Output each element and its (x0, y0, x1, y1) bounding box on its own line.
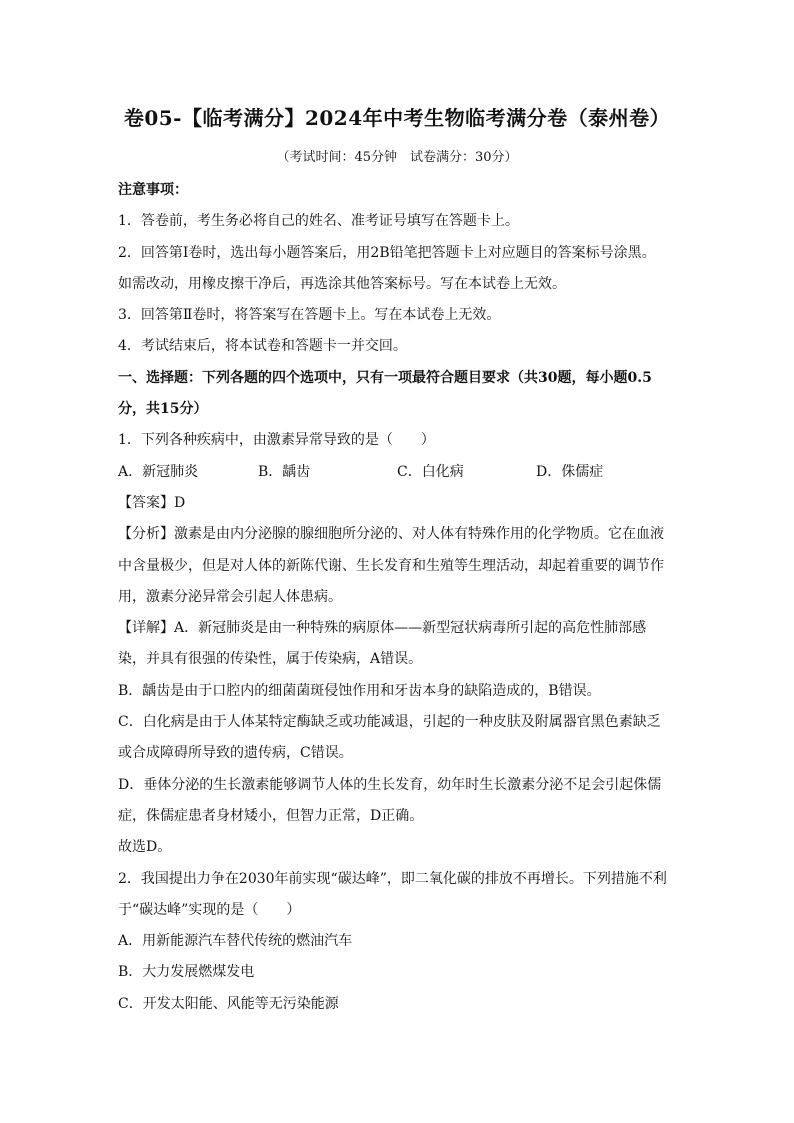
question-1-options (118, 457, 678, 488)
option-a: A．用新能源汽车替代传统的燃油汽车 (118, 933, 353, 950)
question-1-stem: 1．下列各种疾病中，由激素异常导致的是（ ） (118, 432, 435, 449)
detail-line: B．龋齿是由于口腔内的细菌菌斑侵蚀作用和牙齿本身的缺陷造成的，B错误。 (118, 682, 601, 699)
analysis-line: 【分析】激素是由内分泌腺的腺细胞所分泌的、对人体有特殊作用的化学物质。它在血液 (118, 526, 664, 543)
notes-heading: 注意事项： (118, 182, 188, 198)
option-b: B．大力发展燃煤发电 (118, 964, 255, 981)
option-b: B．龋齿 (258, 463, 311, 480)
analysis-line: 中含量极少，但是对人体的新陈代谢、生长发育和生殖等生理活动，却起着重要的调节作 (118, 557, 664, 574)
note-item: 3．回答第Ⅱ卷时，将答案写在答题卡上。写在本试卷上无效。 (118, 307, 501, 324)
detail-line: 症，侏儒症患者身材矮小，但智力正常，D正确。 (118, 807, 424, 824)
option-c: C．开发太阳能、风能等无污染能源 (118, 995, 339, 1012)
detail-line: 故选D。 (118, 839, 172, 856)
option-a: A．新冠肺炎 (118, 463, 199, 480)
analysis-line: 用，激素分泌异常会引起人体患病。 (118, 588, 342, 605)
question-2-stem-cont: 于“碳达峰”实现的是（ ） (118, 901, 301, 918)
detail-line: 【详解】A．新冠肺炎是由一种特殊的病原体——新型冠状病毒所引起的高危性肺部感 (118, 620, 647, 637)
detail-line: C．白化病是由于人体某特定酶缺乏或功能减退，引起的一种皮肤及附属器官黑色素缺乏 (118, 714, 661, 731)
option-d: D．侏儒症 (536, 463, 604, 480)
section-heading: 一、选择题：下列各题的四个选项中，只有一项最符合题目要求（共30题，每小题0.5 (118, 369, 652, 386)
note-item: 4．考试结束后，将本试卷和答题卡一并交回。 (118, 338, 407, 355)
section-heading-cont: 分，共15分） (118, 401, 208, 418)
note-item: 2．回答第Ⅰ卷时，选出每小题答案后，用2B铅笔把答题卡上对应题目的答案标号涂黑。 (118, 244, 656, 261)
detail-line: 或合成障碍所导致的遗传病，C错误。 (118, 745, 353, 762)
detail-line: D．垂体分泌的生长激素能够调节人体的生长发育，幼年时生长激素分泌不足会引起侏儒 (118, 776, 662, 793)
note-item: 如需改动，用橡皮擦干净后，再选涂其他答案标号。写在本试卷上无效。 (118, 275, 566, 292)
detail-line: 染，并具有很强的传染性，属于传染病，A错误。 (118, 651, 423, 668)
question-1-answer: 【答案】D (118, 494, 186, 511)
exam-subtitle: （考试时间：45分钟 试卷满分：30分） (276, 150, 518, 165)
option-c: C．白化病 (397, 463, 464, 480)
question-2-stem: 2．我国提出力争在2030年前实现“碳达峰”，即二氧化碳的排放不再增长。下列措施不利 (118, 870, 667, 887)
exam-title: 卷05-【临考满分】2024年中考生物临考满分卷（泰州卷） (123, 106, 671, 130)
note-item: 1．答卷前，考生务必将自己的姓名、准考证号填写在答题卡上。 (118, 213, 519, 230)
document-body (118, 175, 678, 1020)
